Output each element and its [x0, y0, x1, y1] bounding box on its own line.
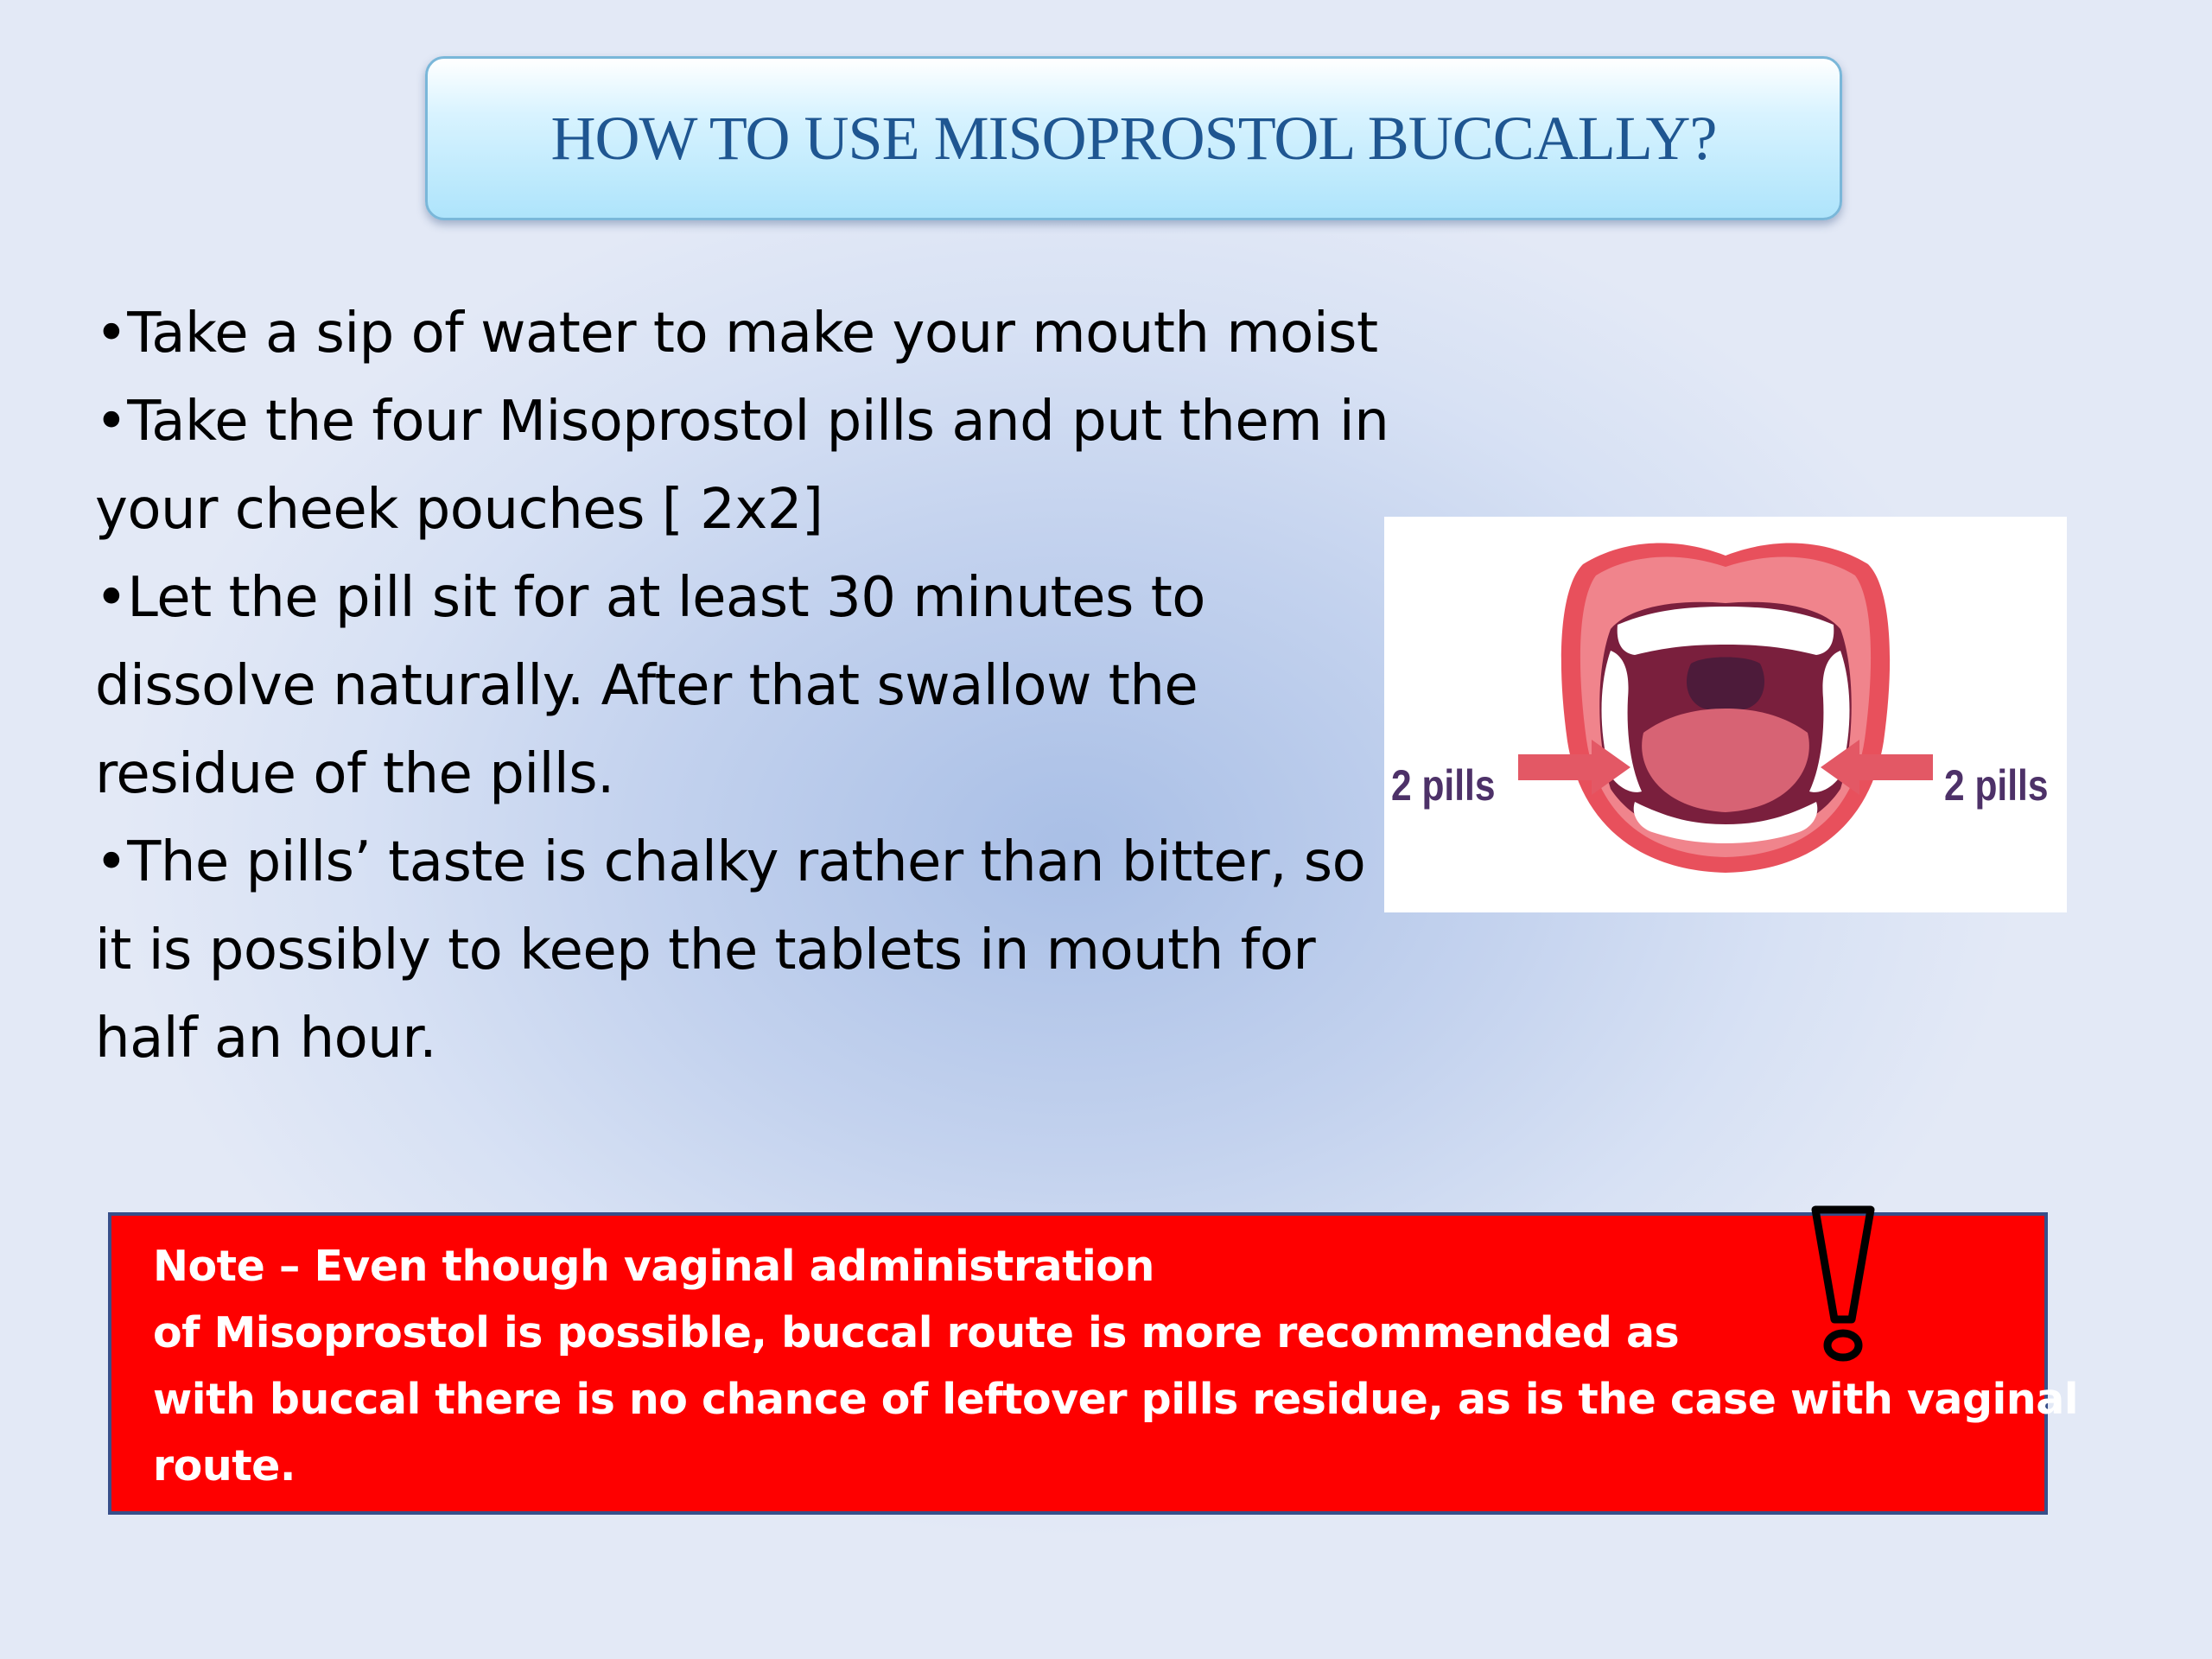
note-line: route.: [153, 1441, 296, 1491]
title-banner: [425, 56, 1842, 220]
exclamation-icon: [1808, 1203, 1878, 1367]
note-line: of Misoprostol is possible, buccal route is more recommended as: [153, 1308, 1680, 1357]
note-line: Note – Even though vaginal administration: [153, 1242, 1154, 1291]
instruction-item: •The pills’ taste is chalky rather than bitter, so it is possibly to keep the tablets in mouth for half an hour.: [95, 830, 1366, 1071]
note-box: [108, 1212, 2079, 1515]
mouth-illustration: [1384, 517, 2067, 912]
open-mouth-drawing: [1384, 517, 2067, 912]
instruction-item: •Take a sip of water to make your mouth moist: [95, 302, 1378, 365]
right-pills-label: 2 pills: [1944, 761, 2049, 810]
left-pills-label: 2 pills: [1391, 761, 1496, 810]
instruction-list: [95, 289, 1400, 1083]
instruction-item: •Let the pill sit for at least 30 minutes to dissolve naturally. After that swallow the residue of the pills.: [95, 566, 1205, 806]
note-text: [153, 1233, 2079, 1499]
note-line: with buccal there is no chance of leftover pills residue, as is the case with vaginal: [153, 1375, 2079, 1424]
slide-title: HOW TO USE MISOPROSTOL BUCCALLY?: [550, 103, 1717, 173]
instruction-item: •Take the four Misoprostol pills and put them in your cheek pouches [ 2x2]: [95, 390, 1389, 542]
